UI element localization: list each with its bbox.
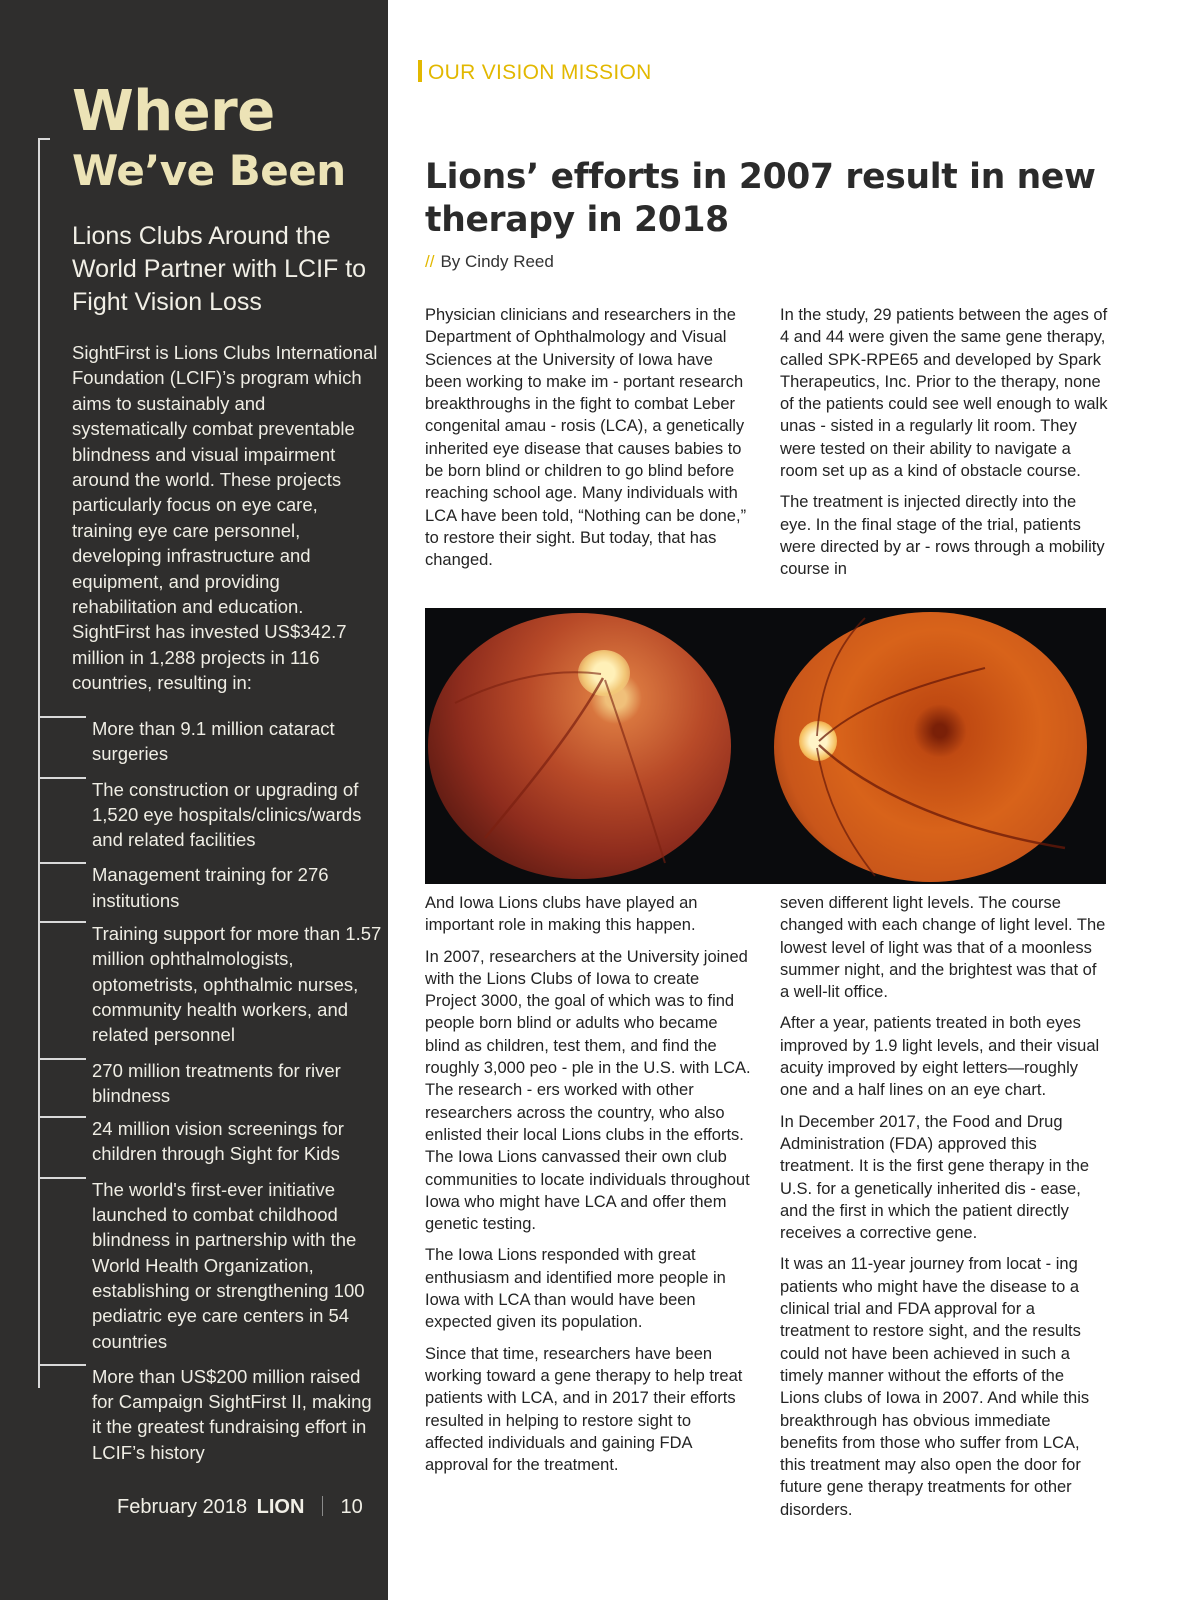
sidebar-title-line2: We’ve Been [72, 146, 346, 195]
article-column-3 [425, 892, 751, 1485]
page-number: 10 [340, 1496, 363, 1518]
results-list-item: More than US$200 million raised for Campaign SightFirst II, making it the greatest fundraising effort in LCIF’s history [0, 1364, 382, 1465]
article-paragraph: Physician clinicians and researchers in the Department of Ophthalmology and Visual Sciences at the University of Iowa have been working to make im - portant research breakthroughs in the fight to combat Leber congenital amau - rosis (LCA), a genetically inherited eye disease that causes babies to be born blind or children to go blind before reaching school age. Many individuals with LCA have been told, “Nothing can be done,” to restore their sight. But today, that has changed. [425, 306, 747, 570]
sidebar-title [72, 79, 346, 195]
article-paragraph: And Iowa Lions clubs have played an important role in making this happen. [425, 894, 698, 935]
results-list-item: 270 million treatments for river blindness [0, 1058, 382, 1109]
article-column-1 [425, 304, 751, 581]
results-list-item: Training support for more than 1.57 million ophthalmologists, optometrists, ophthalmic nurses, community health workers, and related personnel [0, 921, 382, 1047]
sidebar-subtitle: Lions Clubs Around the World Partner with LCIF to Fight Vision Loss [72, 222, 367, 316]
article-paragraph: Since that time, researchers have been working toward a gene therapy to help treat patients with LCA, and in 2017 their efforts resulted in helping to restore sight to affected individuals and gaining FDA approval for the treatment. [425, 1344, 743, 1475]
article-paragraph: In December 2017, the Food and Drug Administration (FDA) approved this treatment. It is the first gene therapy in the U.S. for a genetically inherited dis - ease, and the first in which the patient directly receives a corrective gene. [780, 1112, 1090, 1243]
sidebar-panel [0, 0, 388, 1600]
kicker-label: OUR VISION MISSION [428, 61, 652, 84]
kicker-bar [418, 60, 422, 82]
article-paragraph: It was an 11-year journey from locat - ing patients who might have the disease to a clinical trial and FDA approval for a treatment to restore sight, and the results could not have been achieved in such a timely manner without the efforts of the Lions clubs of Iowa in 2007. And while this breakthrough has obvious immediate benefits from those who suffer from LCA, this treatment may also open the door for future gene therapy treatments for other disorders. [780, 1255, 1090, 1519]
results-list-item: 24 million vision screenings for children through Sight for Kids [0, 1116, 382, 1167]
section-kicker [418, 60, 652, 85]
results-list-item: Management training for 276 institutions [0, 862, 382, 913]
article-paragraph: In 2007, researchers at the University joined with the Lions Clubs of Iowa to create Project 3000, the goal of which was to find people born blind or adults who became blind as children, test them, and find the roughly 3,000 peo - ple in the U.S. with LCA. The research - ers worked with other researchers across the country, who also enlisted their local Lions clubs in the efforts. The Iowa Lions canvassed their own club communities to locate individuals throughout Iowa who might have LCA and offer them genetic testing. [425, 947, 751, 1234]
article-paragraph: After a year, patients treated in both eyes improved by 1.9 light levels, and their visual acuity improved by eight letters—roughly one and a half lines on an eye chart. [780, 1014, 1100, 1100]
magazine-name: LION [256, 1496, 305, 1518]
sidebar-intro-paragraph: SightFirst is Lions Clubs International Foundation (LCIF)’s program which aims to sustainably and systematically combat preventable blindness and visual impairment around the world. These projects particularly focus on eye care, training eye care personnel, developing infrastructure and equipment, and providing rehabilitation and education. SightFirst has invested US$342.7 million in 1,288 projects in 116 countries, resulting in: [72, 342, 378, 694]
page-footer [117, 1496, 363, 1519]
article-paragraph: The treatment is injected directly into the eye. In the final stage of the trial, patients were directed by ar - rows through a mobility course in [780, 493, 1105, 579]
article-paragraph: seven different light levels. The course changed with each change of light level. The lowest level of light was that of a moonless summer night, and the brightest was that of a well-lit office. [780, 894, 1106, 1002]
retina-photographs [425, 608, 1106, 884]
issue-date: February 2018 [117, 1496, 248, 1518]
article-paragraph: In the study, 29 patients between the ages of 4 and 44 were given the same gene therapy, called SPK-RPE65 and developed by Spark Therapeutics, Inc. Prior to the therapy, none of the patients could see well enough to walk unas - sisted in a regularly lit room. They were tested on their ability to navigate a room set up as a kind of obstacle course. [780, 306, 1108, 481]
results-list-item: The construction or upgrading of 1,520 eye hospitals/clinics/wards and related facilities [0, 777, 382, 853]
sidebar-title-line1: Where [72, 79, 275, 144]
article-column-4 [780, 892, 1108, 1530]
byline [425, 252, 554, 272]
article-paragraph: The Iowa Lions responded with great enthusiasm and identified more people in Iowa with LCA than would have been expected given its population. [425, 1246, 726, 1332]
byline-author: By Cindy Reed [440, 252, 554, 271]
article-headline: Lions’ efforts in 2007 result in new therapy in 2018 [425, 157, 1096, 240]
article-column-2 [780, 304, 1108, 590]
byline-slashes: // [425, 252, 435, 271]
results-list-item: More than 9.1 million cataract surgeries [0, 716, 382, 767]
retina-vessels [425, 608, 1106, 884]
results-list [0, 716, 388, 1465]
results-list-item: The world's first-ever initiative launched to combat childhood blindness in partnership with the World Health Organization, establishing or strengthening 100 pediatric eye care centers in 54 countries [0, 1177, 382, 1354]
footer-divider [322, 1496, 323, 1516]
